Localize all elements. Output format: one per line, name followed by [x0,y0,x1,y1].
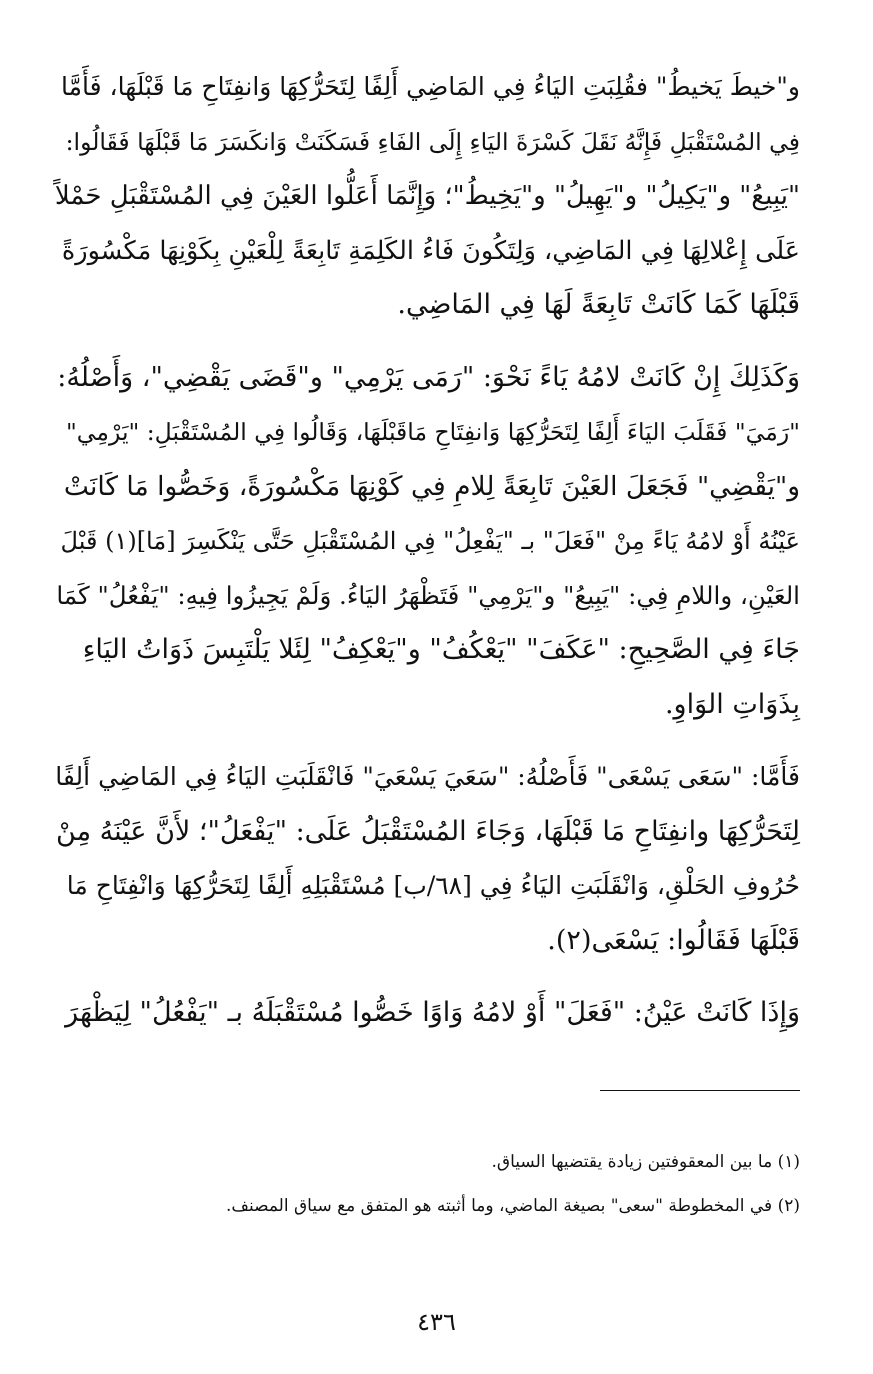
text-line: و"خيطَ يَخيطُ" فقُلِبَتِ اليَاءُ فِي المَاضِي أَلِفًا لِتَحَرُّكِهَا وَانفِتَاحِ مَا قَبْلَهَا، فَأَمَّا [61,72,800,101]
text-line: بِذَوَاتِ الوَاوِ. [664,688,800,720]
paragraph-2 [55,351,800,733]
text-line: فِي المُسْتَقْبَلِ فَإِنَّهُ نَقَلَ كَسْرَةَ اليَاءِ إِلَى الفَاءِ فَسَكَنَتْ وَانكَسَرَ مَا قَبْلَهَا فَقَالُوا: [65,127,800,156]
text-line: العَيْنِ، واللامِ فِي: "يَبِيعُ" و"يَرْمِي" فَتَظْهَرُ اليَاءُ. وَلَمْ يَجِيزُوا فِيهِ: "يَفْعُلُ" كَمَا [56,580,800,610]
main-text [55,60,800,1059]
text-line: لِتَحَرُّكِهَا وانفِتَاحِ مَا قَبْلَهَا، وَجَاءَ المُسْتَقْبَلُ عَلَى: "يَفْعَلُ"؛ لأَنَّ عَيْنَهُ مِنْ [56,815,800,847]
text-line: "رَمَيَ" فَقَلَبَ اليَاءَ أَلِفًا لِتَحَرُّكِهَا وَانفِتَاحِ مَاقَبْلَهَا، وَقَالُوا فِي المُسْتَقْبَلِ: "يَرْمِي" [66,418,800,446]
footnote-1: (١) ما بين المعقوفتين زيادة يقتضيها السياق. [491,1152,800,1172]
paragraph-3 [55,750,800,968]
paragraph-1 [55,60,800,333]
text-line: وَإِذَا كَانَتْ عَيْنُ: "فَعَلَ" أَوْ لامُهُ وَاوًا خَصُّوا مُسْتَقْبَلَهُ بـ "يَفْعُلُ" لِيَظْهَرَ [65,997,800,1028]
footnote-separator [600,1090,800,1091]
text-line: جَاءَ فِي الصَّحِيحِ: "عَكَفَ" "يَعْكُفُ" و"يَعْكِفُ" لِئَلا يَلْتَبِسَ ذَوَاتُ اليَاءِ [82,634,800,665]
text-line: قَبْلَهَا كَمَا كَانَتْ تَابِعَةً لَهَا فِي المَاضِي. [397,289,800,320]
footnotes [55,1140,800,1228]
paragraph-4 [55,986,800,1041]
text-line: قَبْلَهَا فَقَالُوا: يَسْعَى(٢). [547,924,800,956]
page-number: ٤٣٦ [417,1308,456,1336]
footnote-2: (٢) في المخطوطة "سعى" بصيغة الماضي، وما أثبته هو المتفق مع سياق المصنف. [225,1196,800,1216]
text-line: وَكَذَلِكَ إِنْ كَانَتْ لامُهُ يَاءً نَحْوَ: "رَمَى يَرْمِي" و"قَضَى يَقْضِي"، وَأَصْلُهُ: [57,361,800,393]
text-line: و"يَقْضِي" فَجَعَلَ العَيْنَ تَابِعَةً لِلامِ فِي كَوْنِهَا مَكْسُورَةً، وَخَصُّوا مَا كَانَتْ [63,470,800,502]
text-line: حُرُوفِ الحَلْقِ، وَانْقَلَبَتِ اليَاءُ فِي [٦٨/ب] مُسْتَقْبَلِهِ أَلِفًا لِتَحَرُّكِهَا وَانْفِتَاحِ مَا [66,871,800,900]
text-line: عَيْنُهُ أَوْ لامُهُ يَاءً مِنْ "فَعَلَ" بـ "يَفْعِلُ" فِي المُسْتَقْبَلِ حَتَّى يَنْكَسِرَ [مَا](١) قَبْلَ [60,527,800,555]
text-line: "يَبِيعُ" و"يَكِيلُ" و"يَهِيلُ" و"يَخِيطُ"؛ وَإِنَّمَا أَعَلُّوا العَيْنَ فِي المُسْتَقْبَلِ حَمْلاً [54,181,800,211]
text-line: عَلَى إِعْلالِهَا فِي المَاضِي، وَلِتَكُونَ فَاءُ الكَلِمَةِ تَابِعَةً لِلْعَيْنِ بِكَوْنِهَا مَكْسُورَةً [61,235,800,266]
text-line: فَأَمَّا: "سَعَى يَسْعَى" فَأَصْلُهُ: "سَعَيَ يَسْعَيَ" فَانْقَلَبَتِ اليَاءُ فِي المَاضِي أَلِفًا [55,762,800,791]
